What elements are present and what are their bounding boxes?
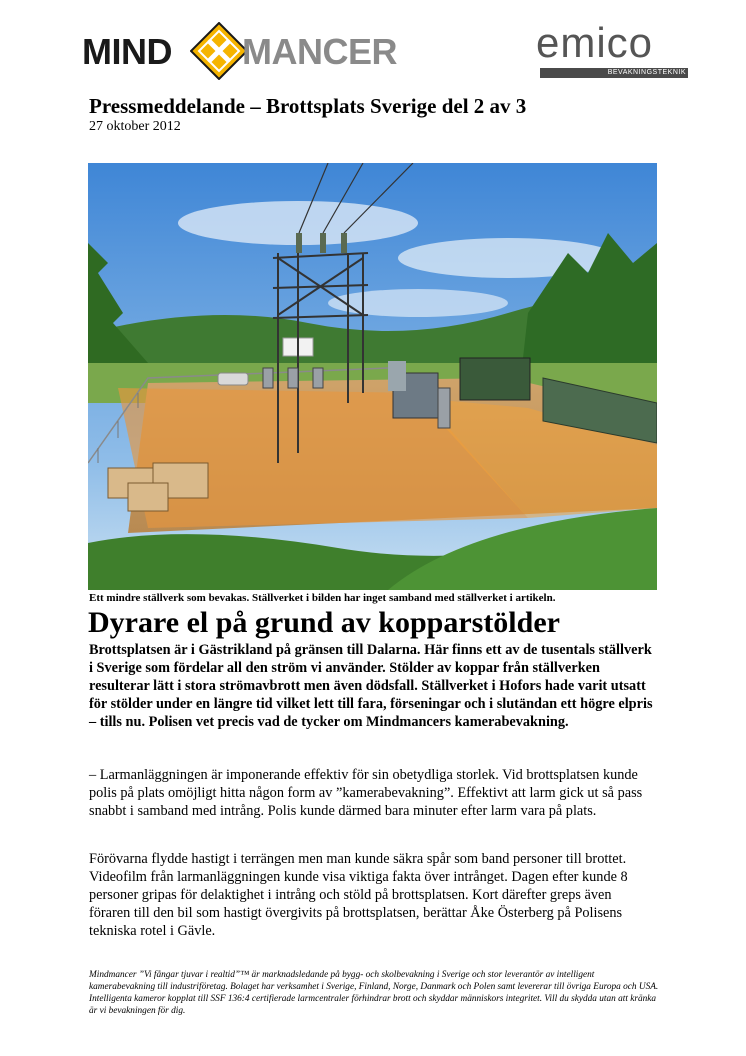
logo-text-mancer: MANCER [242,31,397,72]
article-headline: Dyrare el på grund av kopparstölder [88,606,560,639]
press-release-title: Pressmeddelande – Brottsplats Sverige del 2 av 3 [89,94,527,118]
photo-caption: Ett mindre ställverk som bevakas. Ställverket i bilden har inget samband med ställverket i artikeln. [89,592,556,604]
logo-tagline: BEVAKNINGSTEKNIK [540,68,688,78]
article-paragraph-2: Förövarna flydde hastigt i terrängen men man kunde säkra spår som band personer till brottet. Videofilm från larmanläggningen kunde visa viktiga fakta över intrånget. Dagen efter kunde 8 personer gripas för delaktighet i intrång och stöld på brottsplatsen. Kort därefter greps även föraren till den bil som hastigt övergivits på brottsplatsen, berättar Åke Österberg på Polisens tekniska rotel i Gävle. [89,851,628,939]
company-boilerplate: Mindmancer ”Vi fångar tjuvar i realtid”™ är marknadsledande på bygg- och skolbevakning i Sverige och stor leverantör av intelligent kamerabevakning till industriföretag. Bolaget har verksamhet i Sverige, Finland, Norge, Danmark och Polen samt levererar till övriga Europa och USA. Intelligenta kameror kopplat till SSF 136:4 certifierade larmcentraler förhindrar brott och skyddar människors integritet. Vill du skydda utan att kränka är vi bevakningen för dig. [89,970,659,1016]
article-lead: Brottsplatsen är i Gästrikland på gränsen till Dalarna. Här finns ett av de tusentals ställverk i Sverige som fördelar all den ström vi använder. Stölder av koppar från ställverken resulterar lätt i stora strömavbrott men även dödsfall. Ställverket i Hofors hade varit utsatt för stölder under en längre tid vilket lett till fara, förseningar och i slutändan ett högre elpris – tills nu. Polisen vet precis vad de tycker om Mindmancers kamerabevakning. [89,642,653,730]
logo-diamond-icon [190,22,248,80]
logo-text-mind: MIND [82,31,172,72]
emico-logo [536,19,692,84]
logo-text-emico: emico [536,19,654,66]
article-paragraph-1: – Larmanläggningen är imponerande effektiv för sin obetydliga storlek. Vid brottsplatsen kunde polis på plats omöjligt hitta någon form av ”kamerabevakning”. Effektivt att larm gick ut så pass snabbt i samband med intrång. Polis kunde därmed bara minuter efter larm vara på plats. [89,767,643,819]
substation-photo [88,163,657,590]
press-release-date: 27 oktober 2012 [89,119,181,134]
mindmancer-logo [82,22,404,82]
